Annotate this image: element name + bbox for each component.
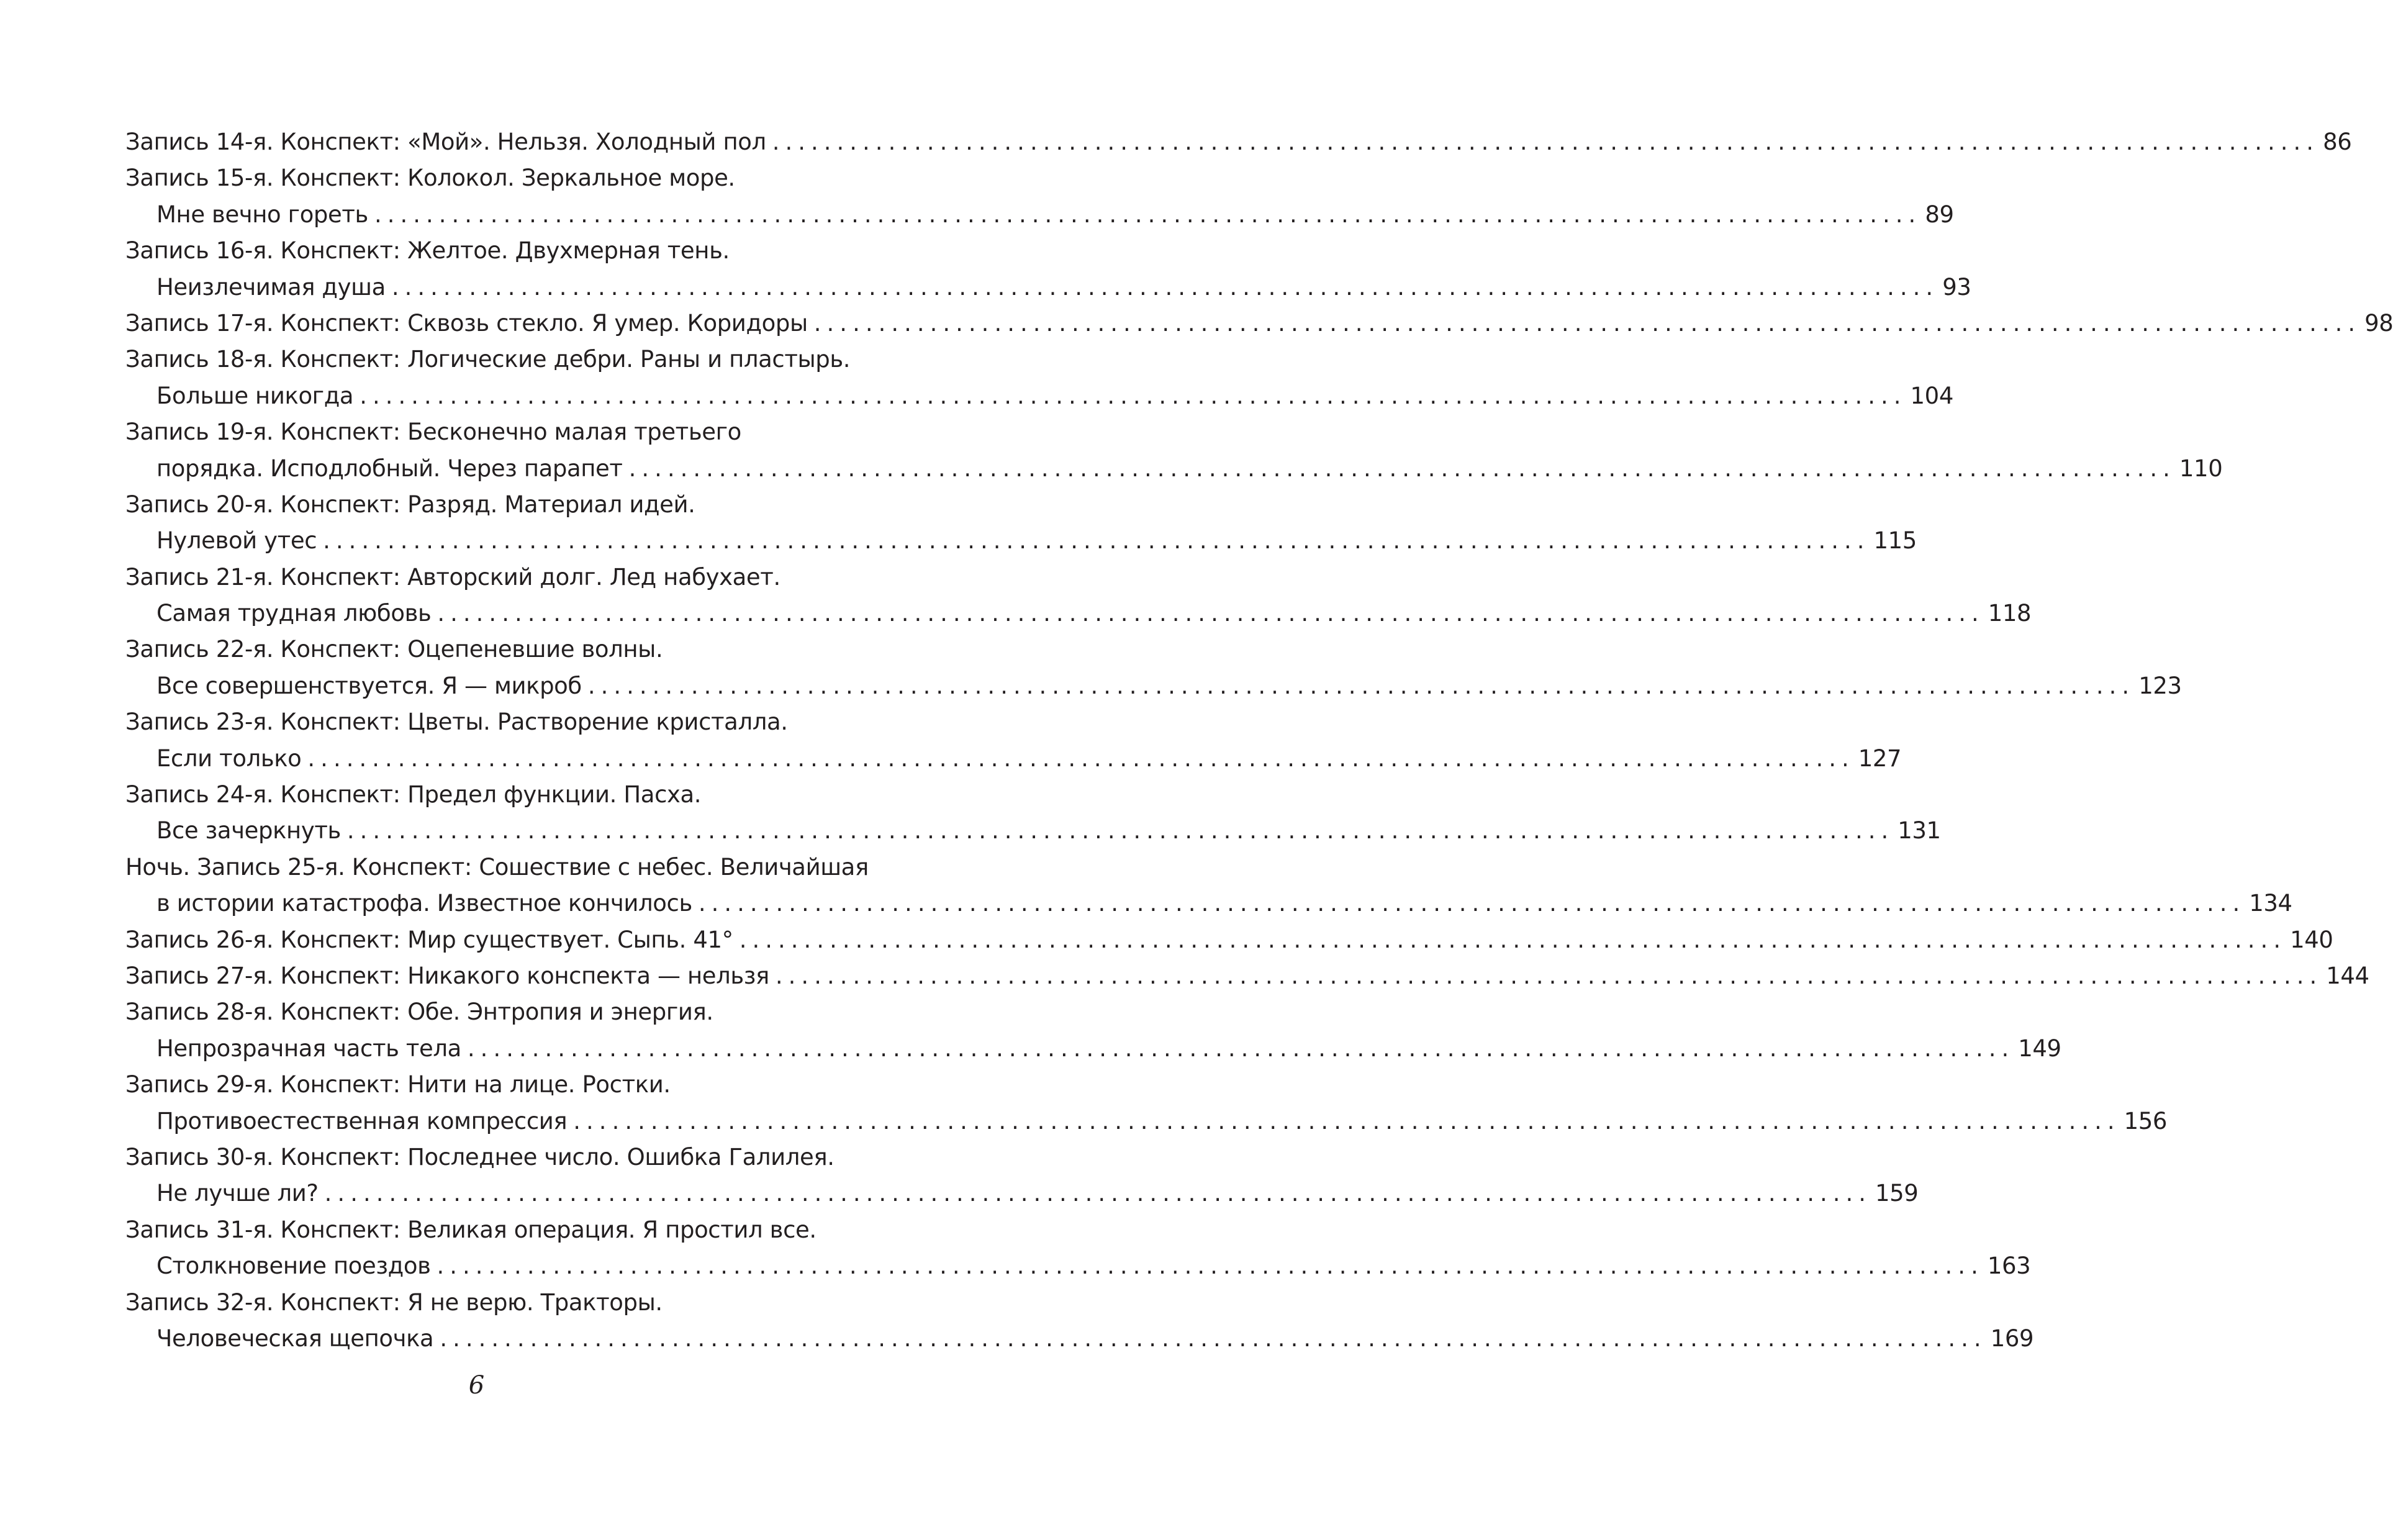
toc-entry-heading-line [125, 1212, 868, 1248]
toc-entry-text: Запись 28-я. Конспект: Обе. Энтропия и энергия. [125, 999, 713, 1026]
toc-page-number: 140 [2290, 926, 2333, 953]
toc-entry-heading-line [125, 160, 868, 196]
toc-page-number: 163 [1987, 1252, 2031, 1280]
toc-entry-text: Столкновение поездов [156, 1252, 431, 1280]
toc-entry-text: Запись 18-я. Конспект: Логические дебри. Раны и пластырь. [125, 346, 851, 373]
toc-entry-text: Человеческая щепочка [156, 1325, 434, 1352]
toc-entry-text: Запись 15-я. Конспект: Колокол. Зеркальное море. [125, 165, 735, 192]
dot-leader: ........................................................................................................................ [346, 817, 1894, 845]
dot-leader: ........................................................................................................................ [698, 890, 2246, 917]
dot-leader: ........................................................................................................................ [324, 1180, 1872, 1207]
toc-entry-heading-line [125, 414, 868, 450]
table-of-contents [125, 124, 2393, 1357]
toc-entry-heading-line [125, 632, 868, 668]
toc-entry-heading-line [125, 559, 868, 596]
toc-entry-line [125, 1103, 2168, 1139]
toc-entry-text: Запись 30-я. Конспект: Последнее число. Ошибка Галилея. [125, 1143, 835, 1171]
dot-leader: ........................................................................................................................ [391, 273, 1939, 301]
toc-page-number: 123 [2138, 672, 2182, 699]
toc-entry-text: Самая трудная любовь [156, 600, 432, 627]
toc-entry-text: Запись 22-я. Конспект: Оцепеневшие волны. [125, 636, 663, 663]
toc-entry-text: Запись 19-я. Конспект: Бесконечно малая третьего [125, 419, 741, 446]
toc-entry-heading-line [125, 994, 868, 1030]
toc-entry-text: Мне вечно гореть [156, 201, 368, 228]
toc-page-number: 104 [1910, 382, 1953, 409]
dot-leader: ........................................................................................................................ [374, 201, 1922, 228]
toc-entry-text: Противоестественная компрессия [156, 1107, 568, 1135]
toc-page-number: 134 [2249, 890, 2292, 917]
toc-page-number: 118 [1988, 600, 2032, 627]
toc-entry-text: Не лучше ли? [156, 1180, 319, 1207]
toc-entry-line [125, 523, 1917, 559]
toc-entry-text: Запись 14-я. Конспект: «Мой». Нельзя. Холодный пол [125, 129, 766, 155]
toc-entry-heading-line [125, 1285, 868, 1321]
toc-page-number: 159 [1875, 1180, 1919, 1207]
toc-page-number: 110 [2179, 455, 2223, 482]
toc-entry-text: Запись 32-я. Конспект: Я не верю. Тракторы. [125, 1289, 663, 1316]
dot-leader: ........................................................................................................................ [437, 1252, 1984, 1280]
toc-page-number: 144 [2326, 962, 2369, 989]
toc-entry-text: Запись 20-я. Конспект: Разряд. Материал идей. [125, 491, 695, 518]
toc-entry-text: Больше никогда [156, 382, 354, 409]
toc-entry-line [125, 270, 1971, 306]
toc-entry-line [125, 378, 1953, 414]
toc-entry-text: Запись 16-я. Конспект: Желтое. Двухмерная тень. [125, 237, 730, 265]
toc-entry-heading-line [125, 487, 868, 523]
toc-entry-line [125, 197, 1954, 233]
dot-leader: ........................................................................................................................ [772, 129, 2320, 155]
dot-leader: ........................................................................................................................ [437, 600, 1984, 627]
toc-page-number: 86 [2323, 129, 2352, 155]
toc-entry-text: Запись 23-я. Конспект: Цветы. Растворение кристалла. [125, 709, 788, 736]
toc-entry-line [125, 668, 2182, 704]
dot-leader: ........................................................................................................................ [323, 527, 1870, 555]
toc-entry-text: Неизлечимая душа [156, 273, 386, 301]
toc-entry-text: Запись 29-я. Конспект: Нити на лице. Ростки. [125, 1071, 671, 1098]
toc-entry-text: Все зачеркнуть [156, 817, 341, 845]
toc-entry-line [125, 1031, 2061, 1067]
toc-entry-text: Непрозрачная часть тела [156, 1035, 461, 1062]
toc-page-number: 98 [2364, 309, 2393, 337]
toc-entry-line [125, 451, 2223, 487]
toc-entry-line [125, 922, 2333, 958]
toc-entry-heading-line [125, 342, 868, 378]
toc-entry-text: Если только [156, 745, 302, 772]
toc-entry-text: Нулевой утес [156, 527, 317, 555]
toc-entry-text: Запись 17-я. Конспект: Сквозь стекло. Я умер. Коридоры [125, 309, 808, 337]
dot-leader: ........................................................................................................................ [440, 1325, 1987, 1352]
toc-entry-heading-line [125, 777, 868, 813]
toc-entry-heading-line [125, 233, 868, 269]
toc-entry-text: Ночь. Запись 25-я. Конспект: Сошествие с небес. Величайшая [125, 853, 869, 881]
toc-entry-line [125, 1321, 2034, 1357]
toc-entry-line [125, 741, 1902, 777]
toc-entry-text: Запись 21-я. Конспект: Авторский долг. Лед набухает. [125, 563, 780, 591]
page-number: 6 [468, 1371, 485, 1400]
toc-entry-text: в истории катастрофа. Известное кончилось [156, 890, 692, 917]
dot-leader: ........................................................................................................................ [360, 382, 1907, 409]
toc-entry-line [125, 958, 2369, 994]
toc-page-number: 93 [1942, 273, 1971, 301]
toc-entry-text: порядка. Исподлобный. Через парапет [156, 455, 623, 482]
dot-leader: ........................................................................................................................ [587, 672, 2135, 699]
dot-leader: ........................................................................................................................ [573, 1107, 2120, 1135]
dot-leader: ........................................................................................................................ [467, 1035, 2015, 1062]
dot-leader: ........................................................................................................................ [813, 309, 2361, 337]
dot-leader: ........................................................................................................................ [628, 455, 2176, 482]
toc-page-number: 127 [1858, 745, 1902, 772]
toc-page-number: 156 [2124, 1107, 2168, 1135]
toc-entry-line [125, 124, 2352, 160]
toc-entry-line [125, 306, 2393, 342]
toc-entry-line [125, 1175, 1919, 1212]
toc-entry-line [125, 596, 2032, 632]
toc-entry-line [125, 886, 2292, 922]
toc-entry-text: Запись 26-я. Конспект: Мир существует. Сыпь. 41° [125, 926, 733, 953]
dot-leader: ........................................................................................................................ [775, 962, 2323, 989]
toc-entry-text: Запись 27-я. Конспект: Никакого конспекта — нельзя [125, 962, 769, 989]
toc-page-number: 131 [1898, 817, 1941, 845]
toc-page-number: 89 [1925, 201, 1954, 228]
toc-entry-heading-line [125, 704, 868, 740]
toc-entry-heading-line [125, 1139, 868, 1175]
toc-entry-text: Все совершенствуется. Я — микроб [156, 672, 582, 699]
toc-page-number: 149 [2018, 1035, 2061, 1062]
toc-entry-line [125, 1248, 2031, 1284]
toc-entry-text: Запись 31-я. Конспект: Великая операция. Я простил все. [125, 1216, 817, 1243]
toc-entry-line [125, 813, 1941, 849]
dot-leader: ........................................................................................................................ [739, 926, 2287, 953]
toc-entry-heading-line [125, 1067, 868, 1103]
toc-page-number: 115 [1873, 527, 1917, 555]
toc-entry-text: Запись 24-я. Конспект: Предел функции. Пасха. [125, 781, 702, 808]
toc-page-number: 169 [1990, 1325, 2034, 1352]
dot-leader: ........................................................................................................................ [307, 745, 1855, 772]
toc-entry-heading-line [125, 849, 868, 886]
